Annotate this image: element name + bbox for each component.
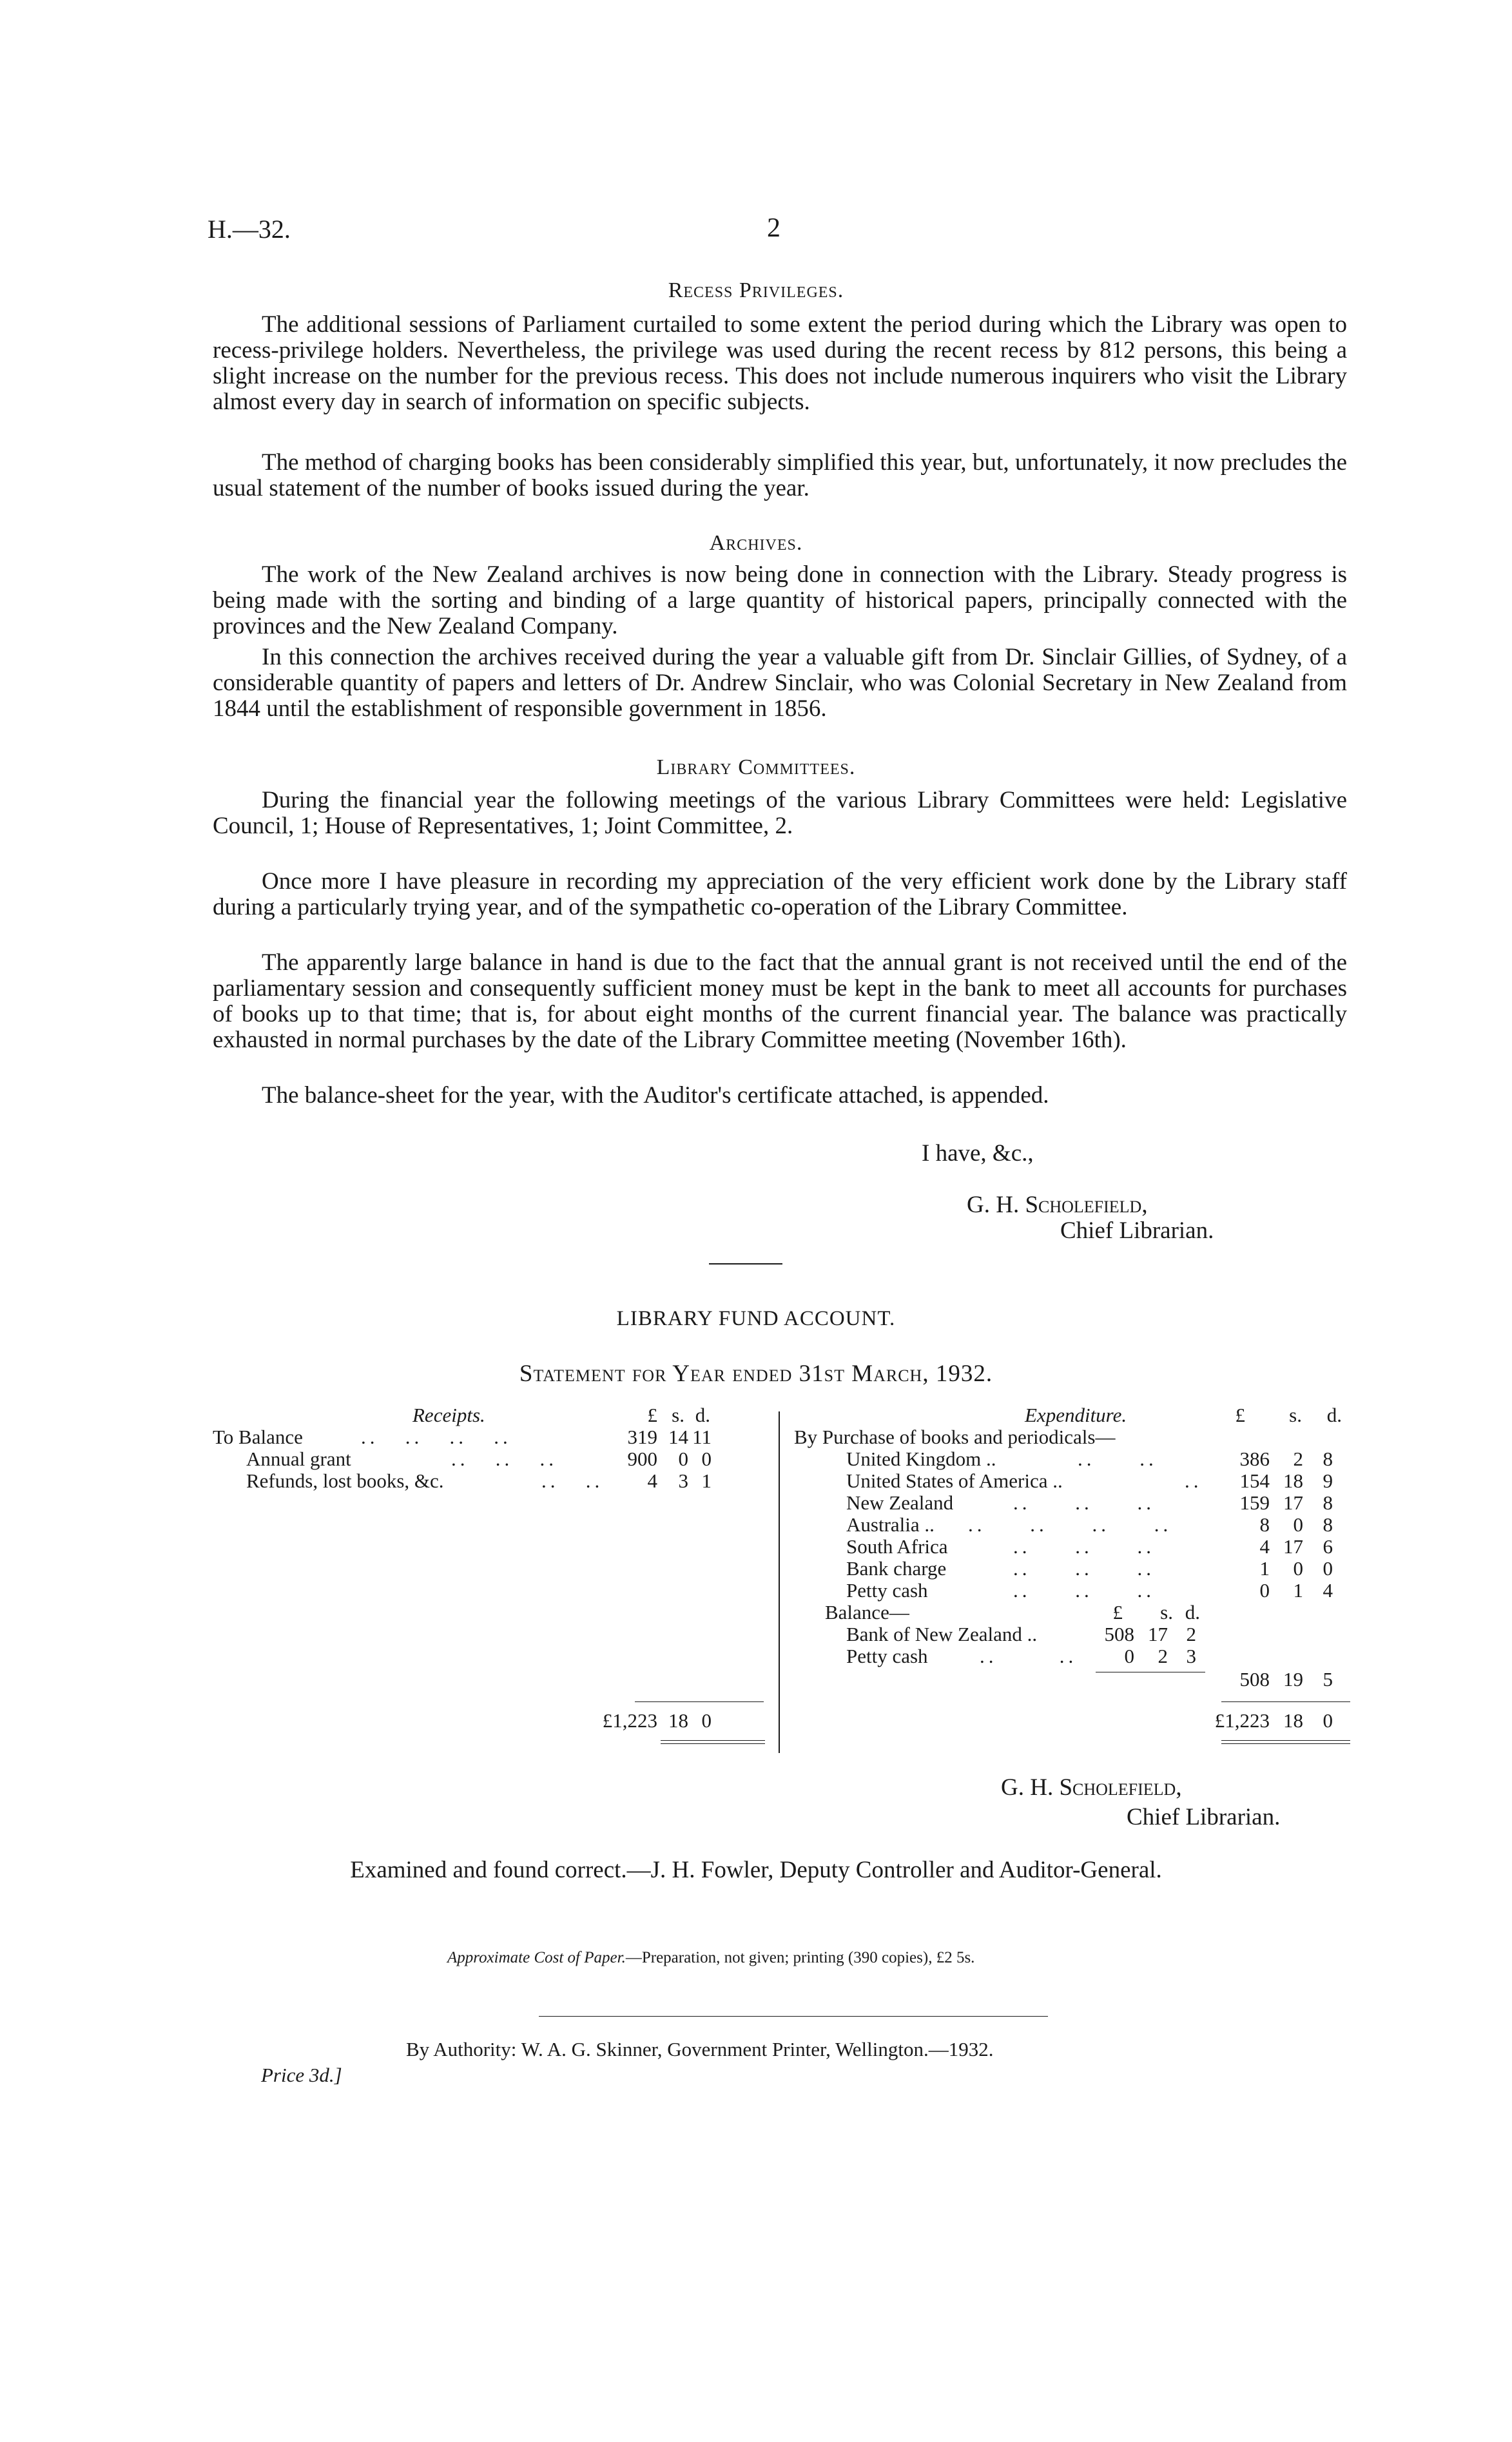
balance-total-pence: 5 [1323,1668,1333,1691]
purchase-label: By Purchase of books and periodicals— [794,1426,1116,1448]
expenditure-shillings: 17 [1283,1491,1303,1514]
expenditure-total-shillings: 18 [1283,1709,1303,1732]
receipt-pounds: 4 [647,1469,657,1492]
expenditure-pence: 8 [1323,1491,1333,1514]
receipts-total-double-rule [661,1743,765,1744]
expenditure-pounds: 4 [1259,1535,1270,1558]
receipts-header: Receipts. [412,1404,485,1426]
balance-item-pounds: 508 [1104,1623,1134,1645]
receipt-pounds: 319 [627,1426,657,1448]
expenditure-shillings: 17 [1283,1535,1303,1558]
section-heading-archives: Archives. [709,531,803,555]
balance-item-pence: 2 [1186,1623,1196,1645]
expenditure-label: United States of America .. [846,1469,1063,1492]
cost-text: —Preparation, not given; printing (390 copies), £2 5s. [625,1949,975,1966]
divider [709,1263,782,1265]
receipt-pence: 11 [692,1426,712,1448]
expenditure-pounds: 1 [1259,1557,1270,1580]
leader-dots: .. .. [1078,1448,1158,1470]
balance-shillings-header: s. [1160,1601,1173,1623]
leader-dots: .. .. .. .. [968,1513,1172,1536]
section-heading-committees: Library Committees. [656,755,856,779]
expenditure-pounds: 386 [1239,1448,1270,1470]
expenditure-pence-header: d. [1326,1404,1342,1426]
balance-item-shillings: 17 [1148,1623,1168,1645]
balance-item-label: Petty cash [846,1645,928,1667]
leader-dots: .. .. .. .. [361,1426,512,1448]
expenditure-shillings: 2 [1293,1448,1303,1470]
receipts-pounds-header: £ [647,1404,657,1426]
paragraph: The work of the New Zealand archives is now being done in connection with the Library. Steady progress is being made with the sorting and binding of a large quantity of historical papers, principally connected with the provinces and the New Zealand Company. [213,561,1347,639]
receipts-total-pence: 0 [701,1709,712,1732]
expenditure-header: Expenditure. [1025,1404,1127,1426]
expenditure-total-pounds: £1,223 [1214,1709,1270,1732]
paragraph: The method of charging books has been considerably simplified this year, but, unfortunately, it now precludes the usual statement of the number of books issued during the year. [213,449,1347,501]
column-divider [779,1411,780,1753]
expenditure-pence: 6 [1323,1535,1333,1558]
document-ref: H.—32. [208,215,291,244]
expenditure-pounds: 159 [1239,1491,1270,1514]
expenditure-pence: 8 [1323,1448,1333,1470]
receipts-total-rule [635,1701,764,1702]
receipt-pounds: 900 [627,1448,657,1470]
paragraph: The apparently large balance in hand is due to the fact that the annual grant is not received until the end of the parliamentary session and consequently sufficient money must be kept in the bank to meet all accounts for purchases of books up to that time; that is, for about eight months of the current financial year. The balance was practically exhausted in normal purchases by the date of the Library Committee meeting (November 16th). [213,949,1347,1053]
expenditure-pounds: 0 [1259,1579,1270,1602]
leader-dots: .. .. .. [1013,1535,1155,1558]
expenditure-shillings: 0 [1293,1557,1303,1580]
expenditure-shillings-header: s. [1289,1404,1302,1426]
expenditure-label: Petty cash [846,1579,928,1602]
receipts-total-pounds: £1,223 [602,1709,657,1732]
account-signer-name: G. H. Scholefield, [1001,1774,1182,1801]
paragraph: Once more I have pleasure in recording my appreciation of the very efficient work done by the Library staff during a particularly trying year, and of the sympathetic co-operation of the Library Committee. [213,868,1347,920]
auditor-statement: Examined and found correct.—J. H. Fowler, Deputy Controller and Auditor-General. [350,1857,1162,1883]
expenditure-total-rule [1221,1701,1350,1702]
expenditure-pounds-header: £ [1235,1404,1245,1426]
receipt-shillings: 14 [668,1426,688,1448]
leader-dots: .. .. .. [1013,1491,1155,1514]
cost-label: Approximate Cost of Paper. [447,1949,626,1966]
expenditure-label: United Kingdom .. [846,1448,996,1470]
expenditure-pence: 0 [1323,1557,1333,1580]
paragraph: The additional sessions of Parliament curtailed to some extent the period during which the Library was open to recess-privilege holders. Nevertheless, the privilege was used during the recent recess by 812 persons, this being a slight increase on the number for the previous recess. This does not include numerous inquirers who visit the Library almost every day in search of information on specific subjects. [213,311,1347,415]
receipts-pence-header: d. [695,1404,710,1426]
paragraph: In this connection the archives received during the year a valuable gift from Dr. Sinclair Gillies, of Sydney, of a considerable quantity of papers and letters of Dr. Andrew Sinclair, who was Colonial Secretary in New Zealand from 1844 until the establishment of responsible government in 1856. [213,644,1347,722]
section-heading-recess: Recess Privileges. [668,278,844,302]
expenditure-pence: 4 [1323,1579,1333,1602]
receipt-shillings: 3 [678,1469,688,1492]
expenditure-total-pence: 0 [1323,1709,1333,1732]
balance-label: Balance— [825,1601,909,1623]
expenditure-label: Australia .. [846,1513,935,1536]
leader-dots: .. .. [980,1645,1078,1667]
expenditure-label: Bank charge [846,1557,947,1580]
receipts-total-shillings: 18 [668,1709,688,1732]
leader-dots: .. .. [541,1469,604,1492]
receipt-pence: 0 [701,1448,712,1470]
balance-item-pence: 3 [1186,1645,1196,1667]
expenditure-pence: 8 [1323,1513,1333,1536]
receipts-total-double-rule [661,1740,765,1741]
expenditure-shillings: 0 [1293,1513,1303,1536]
balance-total-pounds: 508 [1239,1668,1270,1691]
account-title: LIBRARY FUND ACCOUNT. [616,1307,896,1330]
receipt-label: Refunds, lost books, &c. [246,1469,444,1492]
expenditure-label: South Africa [846,1535,948,1558]
expenditure-total-double-rule [1221,1740,1350,1741]
leader-dots: .. [1185,1469,1203,1492]
receipt-label: To Balance [213,1426,303,1448]
leader-dots: .. .. .. [451,1448,557,1470]
expenditure-shillings: 1 [1293,1579,1303,1602]
paragraph: The balance-sheet for the year, with the Auditor's certificate attached, is appended. [262,1082,1049,1109]
receipt-label: Annual grant [246,1448,351,1470]
account-subtitle: Statement for Year ended 31st March, 1932. [519,1361,993,1387]
expenditure-pence: 9 [1323,1469,1333,1492]
expenditure-label: New Zealand [846,1491,954,1514]
price: Price 3d.] [261,2064,342,2086]
balance-item-shillings: 2 [1158,1645,1168,1667]
expenditure-pounds: 8 [1259,1513,1270,1536]
cost-of-paper [447,1949,974,1967]
receipt-pence: 1 [701,1469,712,1492]
expenditure-shillings: 18 [1283,1469,1303,1492]
account-signer-title: Chief Librarian. [1127,1804,1281,1830]
receipts-shillings-header: s. [672,1404,684,1426]
leader-dots: .. .. .. [1013,1557,1155,1580]
expenditure-pounds: 154 [1239,1469,1270,1492]
expenditure-total-double-rule [1221,1743,1350,1744]
balance-item-label: Bank of New Zealand .. [846,1623,1038,1645]
footer-divider [539,2016,1048,2017]
balance-pounds-header: £ [1112,1601,1123,1623]
balance-item-pounds: 0 [1124,1645,1134,1667]
page-number: 2 [767,213,780,243]
printer-authority: By Authority: W. A. G. Skinner, Government Printer, Wellington.—1932. [406,2038,994,2060]
signer-name: G. H. Scholefield, [967,1192,1148,1218]
balance-total-shillings: 19 [1283,1668,1303,1691]
receipt-shillings: 0 [678,1448,688,1470]
balance-pence-header: d. [1185,1601,1200,1623]
leader-dots: .. .. .. [1013,1579,1155,1602]
paragraph: During the financial year the following meetings of the various Library Committees were held: Legislative Council, 1; House of Representatives, 1; Joint Committee, 2. [213,787,1347,839]
salutation: I have, &c., [922,1140,1034,1167]
signer-title: Chief Librarian. [1060,1217,1214,1244]
